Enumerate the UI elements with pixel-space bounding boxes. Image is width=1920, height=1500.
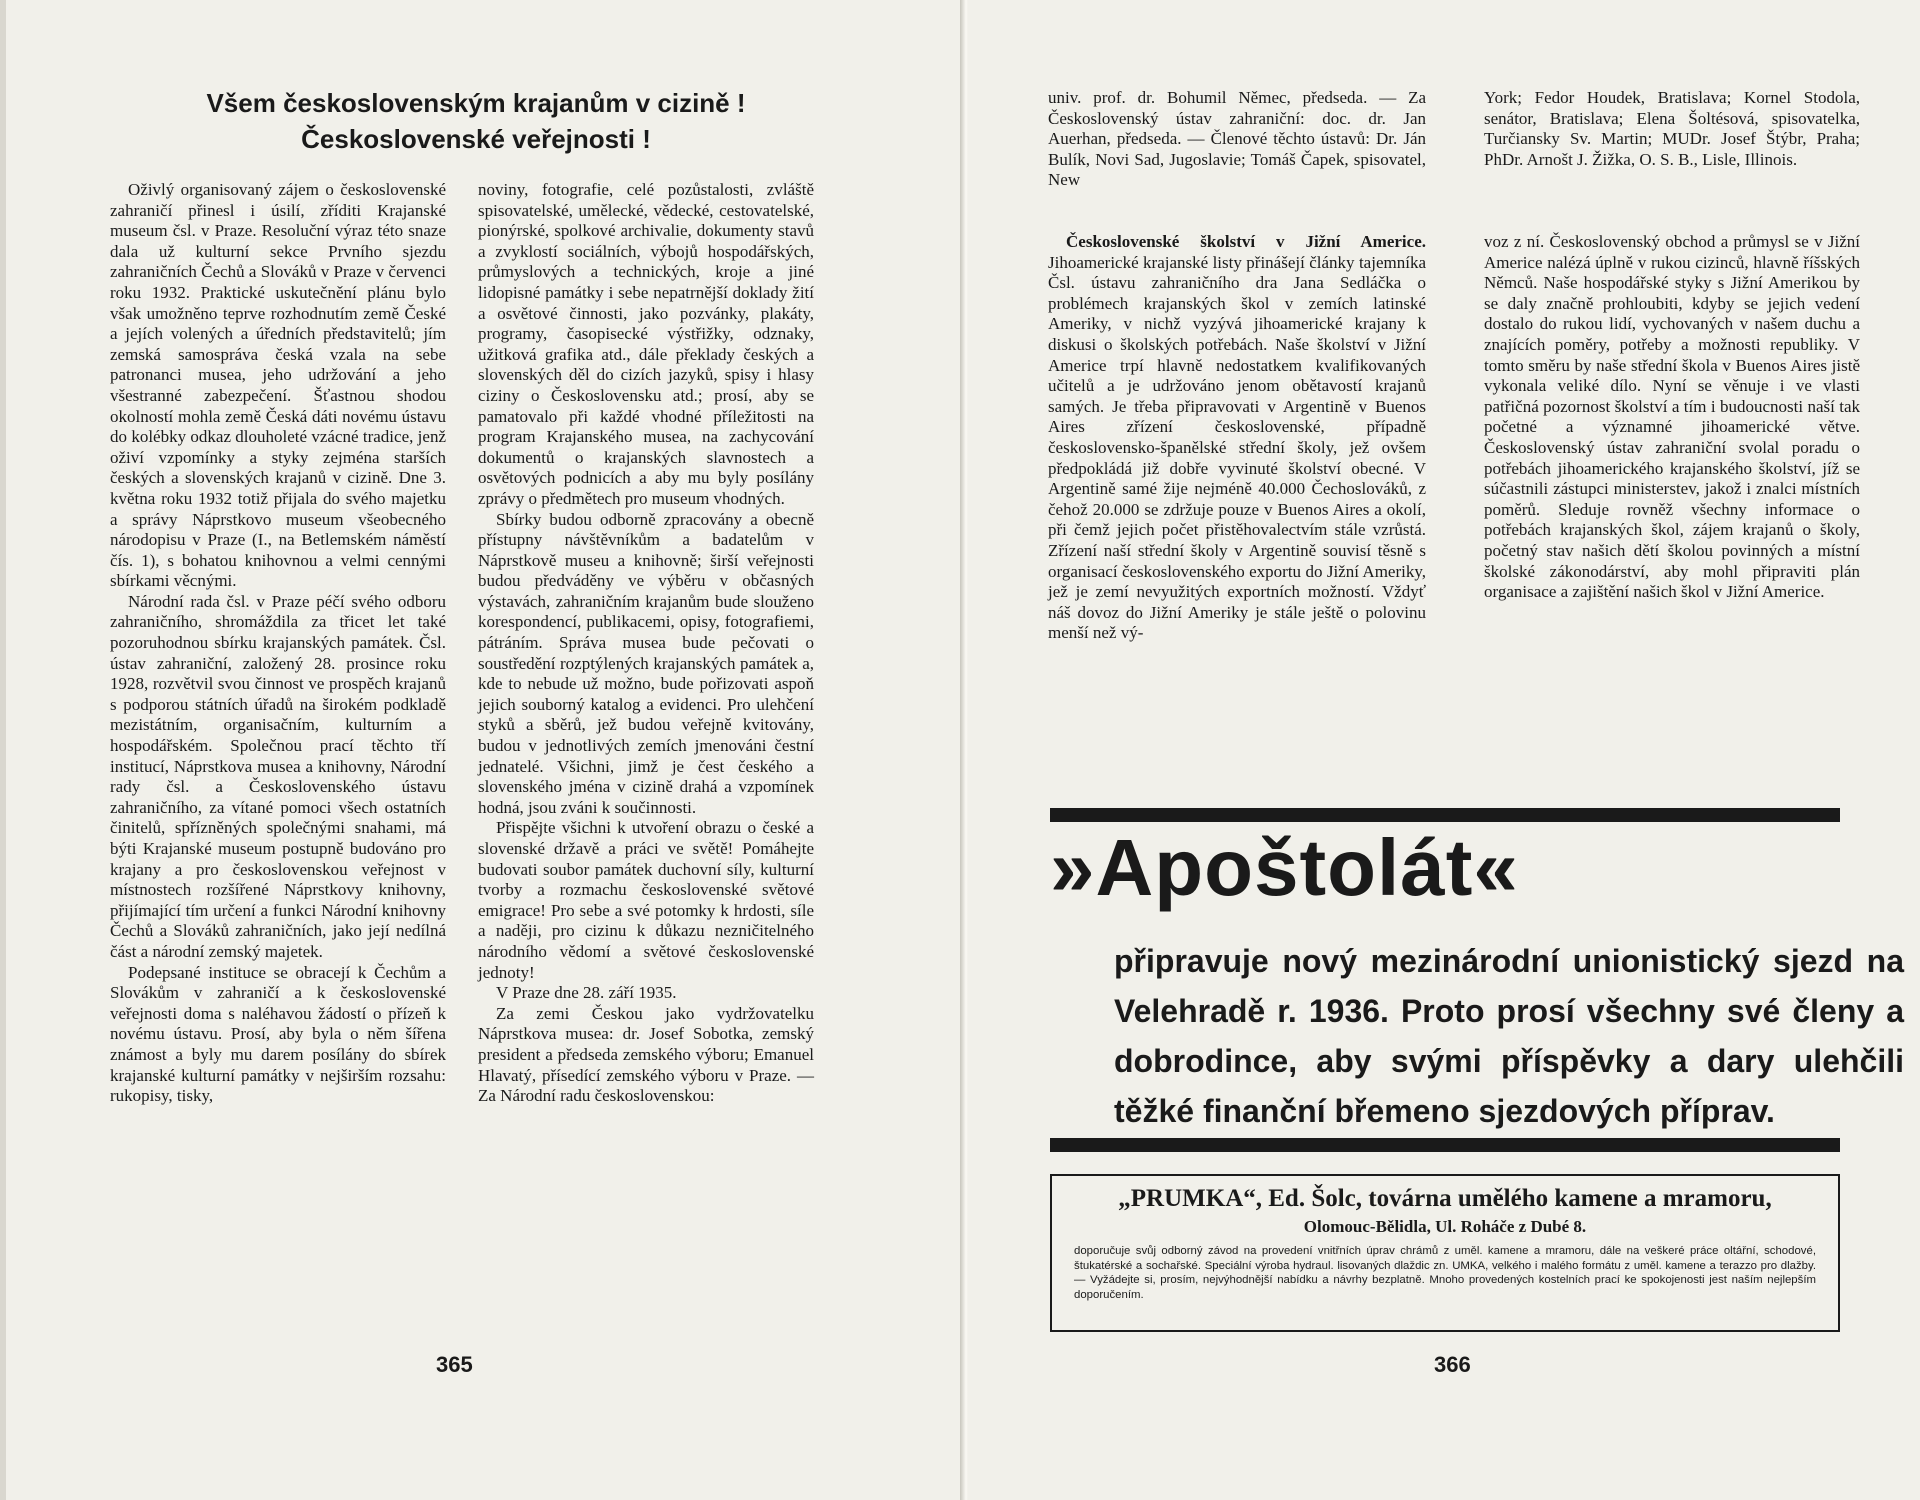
paragraph: Národní rada čsl. v Praze péčí svého odboru zahraničního, shromáždila za třicet let také pozoruhodnou sbírku krajanských památek. Čsl. ústav zahraniční, založený 28. prosince roku 1928, rozvětvil svou činnost ve prospěch krajanů s podporou státních úřadů na širokém podkladě mezistátním, organisačním, kulturním a hospodářském. Společnou prací těchto tří institucí, Náprstkova musea a knihovny, Národní rady čsl. a Československého ústavu zahraničního, za vítané pomoci všech ostatních činitelů, spřízněných společnými snahami, má býti Krajanské museum postupně budováno pro krajany a pro československou veřejnost v místnostech rozšířené Náprstkovy knihovny, přijímající tím určení a funkci Národní knihovny Čechů a Slováků zahraničních, jako její nedílná část a národní zemský majetek.: [110, 591, 446, 961]
right-column-1-school: [1048, 232, 1426, 644]
paragraph: Za zemi Českou jako vydržovatelku Náprstkova musea: dr. Josef Sobotka, zemský president a předseda zemského výboru; Emanuel Hlavatý, přísedící zemského výboru v Praze. — Za Národní radu československou:: [478, 1003, 814, 1106]
paragraph: Přispějte všichni k utvoření obrazu o české a slovenské državě a práci ve světě! Pomáhejte budovati soubor památek duchovní síly, kulturní tvorby a rozmachu československé světové emigrace! Pro sebe a své potomky k hrdosti, síle a naději, pro cizinu k důkazu nezničitelného národního vědomí a světové československé jednoty!: [478, 818, 814, 982]
appeal-title-line2: Československé veřejnosti !: [301, 124, 651, 154]
advert-text: doporučuje svůj odborný závod na provedení vnitřních úprav chrámů z uměl. kamene a mramoru, dále na veškeré práce oltářní, schodové, štukatérské a sochařské. Speciální výroba hydraul. lisovaných dlaždic zn. UMKA, velkého i malého formátu z uměl. kamene a terazzo pro dlažby. — Vyžádejte si, prosím, nejvýhodnější nabídku a návrhy bezplatně. Mnoho provedených kostelních prací ke spokojenosti jest naším nejlepším doporučením.: [1074, 1245, 1816, 1301]
paragraph: York; Fedor Houdek, Bratislava; Kornel Stodola, senátor, Bratislava; Elena Šoltésová, spisovatelka, Turčiansky Sv. Martin; MUDr. Josef Štýbr, Praha; PhDr. Arnošt J. Žižka, O. S. B., Lisle, Illinois.: [1484, 88, 1860, 169]
right-page: [968, 0, 1920, 1500]
paragraph: Oživlý organisovaný zájem o československé zahraničí přinesl i úsilí, zříditi Krajanské museum čsl. v Praze. Resoluční výraz této snaze dala už kulturní sekce Prvního sjezdu zahraničních Čechů a Slováků v Praze v červenci roku 1932. Praktické uskutečnění plánu bylo však umožněno teprve rozhodnutím země České a jejích volených a úředních představitelů; jím zemská samospráva česká vzala na sebe patronanci musea, jeho udržování a jeho všestranné zabezpečení. Šťastnou shodou okolností mohla země Česká dáti novému ústavu do kolébky odkaz dlouholeté vzácné tradice, jenž oživí vzpomínky a styky zejména starších českých a slovenských krajanů v cizině. Dne 3. května roku 1932 totiž přijala do svého majetku a správy Náprstkovo museum všeobecného národopisu v Praze (I., na Betlemském náměstí čís. 1), s bohatou knihovnou a velmi cennými sbírkami věcnými.: [110, 180, 446, 591]
left-page: [6, 0, 966, 1500]
divider-rule: [1050, 1138, 1840, 1152]
right-column-2-top: [1484, 88, 1860, 170]
section-heading: Československé školství v Jižní Americe.: [1066, 232, 1426, 251]
advert-title: „PRUMKA“, Ed. Šolc, továrna umělého kamene a mramoru,: [1118, 1185, 1772, 1212]
paragraph: [1048, 232, 1426, 644]
right-column-2-school: [1484, 232, 1860, 603]
prumka-advert: [1050, 1174, 1840, 1332]
paragraph: voz z ní. Československý obchod a průmysl se v Jižní Americe nalézá úplně v rukou cizinců, hlavně říšských Němců. Naše hospodářské styky s Jižní Amerikou by se daly značně prohloubiti, kdyby se jejich vedení dostalo do rukou lidí, vychovaných v našem duchu a znajících poměry, potřeby a možnosti republiky. V tomto směru by naše střední škola v Buenos Aires jistě vykonala veliké dílo. Nyní se věnuje i ve vlasti patřičná pozornost školství a tím i budoucnosti naší tak početné a významné jihoamerické větve. Československý ústav zahraniční svolal poradu o potřebách jihoamerického krajanského školství, jíž se súčastnili zástupci ministerstev, jakož i znalci místních poměrů. Sleduje rovněž všechny informace o potřebách krajanských škol, zájem krajanů o školy, početný stav našich dětí školou povinných a místní školské zákonodárství, aby mohl připraviti plán organisace a zajištění našich škol v Jižní Americe.: [1484, 232, 1860, 602]
page-number: 366: [1434, 1352, 1471, 1377]
left-column-1: [110, 180, 446, 1107]
advert-address: Olomouc-Bělidla, Ul. Roháče z Dubé 8.: [1303, 1217, 1587, 1236]
dateline: V Praze dne 28. září 1935.: [496, 983, 677, 1003]
appeal-title-line1: Všem československým krajanům v cizině !: [206, 88, 746, 118]
apostolat-title: »Apoštolát«: [1050, 823, 1519, 912]
page-number: 365: [436, 1352, 473, 1377]
apostolat-notice: připravuje nový mezinárodní unionistický sjezd na Velehradě r. 1936. Proto prosí všechny své členy a dobrodince, aby svými příspěvky a dary ulehčili těžké finanční břemeno sjezdových příprav.: [1114, 943, 1904, 1129]
section-text: Jihoamerické krajanské listy přinášejí články tajemníka Čsl. ústavu zahraničního dra Jana Sedláčka o problémech krajanských škol v zemích latinské Ameriky, v nichž vyzývá jihoamerické krajany k diskusi o školských potřebách. Naše školství v Jižní Americe trpí hlavně nedostatkem kvalifikovaných učitelů a je udržováno jenom obětavostí krajanů samých. Je třeba připravovati v Argentině v Buenos Aires zřízení československé, případně československo-španělské střední školy, jež ovšem předpokládá již dobře vyvinuté školství obecné. V Argentině samé žije nejméně 40.000 Čechoslováků, z čehož 20.000 se zdržuje pouze v Buenos Aires a okolí, při čemž jejich počet přistěhovalectvím stále vzrůstá. Zřízení naší střední školy v Argentině souvisí těsně s organisací československého exportu do Jižní Ameriky, jež je zemí nevyužitých exportních možností. Vždyť náš dovoz do Jižní Ameriky je stále ještě o polovinu menší než vý-: [1048, 252, 1426, 643]
paragraph: noviny, fotografie, celé pozůstalosti, zvláště spisovatelské, umělecké, vědecké, cestovatelské, pionýrské, spolkové archivalie, dokumenty stavů a zvyklostí sociálních, výbojů hospodářských, průmyslových a technických, kroje a jiné lidopisné památky i sebe nepatrnější doklady žití a osvětové činnosti, jako pozvánky, plakáty, programy, časopisecké výstřižky, odznaky, užitková grafika atd., dále překlady českých a slovenských děl do cizích jazyků, spisy i hlasy ciziny o Československu atd.; prosí, aby se pamatovalo při každé vhodné příležitosti na program Krajanského musea, na zachycování dokumentů o krajanských slavnostech a osvětových podnicích a aby mu byly posílány zprávy o předmětech pro museum vhodných.: [478, 180, 814, 508]
paragraph: univ. prof. dr. Bohumil Němec, předseda. — Za Československý ústav zahraniční: doc. dr. Jan Auerhan, předseda. — Členové těchto ústavů: Dr. Ján Bulík, Novi Sad, Jugoslavie; Tomáš Čapek, spisovatel, New: [1048, 88, 1426, 190]
right-column-1-top: [1048, 88, 1426, 191]
paragraph: Sbírky budou odborně zpracovány a obecně přístupny návštěvníkům a badatelům v Náprstkově museu a knihovně; širší veřejnosti budou předváděny ve výběru v občasných výstavách, zahraničním krajanům bude slouženo korespondencí, publikacemi, opisy, fotografiemi, pátráním. Správa musea bude pečovati o soustředění rozptýlených krajanských památek a, kde to nebude už možno, bude pořizovati aspoň jejich souborný katalog a evidenci. Pro ulehčení styků a sběrů, jež budou veřejně kvitovány, budou v jednotlivých zemích jmenováni čestní jednatelé. Všichni, jimž je čest českého a slovenského jména v cizině drahá a vzpomínek hodná, jsou zváni k součinnosti.: [478, 509, 814, 817]
left-column-2: [478, 180, 814, 1107]
paragraph: Podepsané instituce se obracejí k Čechům a Slovákům v zahraničí a k československé veřejnosti doma s naléhavou žádostí o přízeň k novému ústavu. Prosí, aby byla o něm šířena známost a byly mu darem posílány do sbírek krajanské kulturní památky v nejširším rozsahu: rukopisy, tisky,: [110, 962, 446, 1106]
